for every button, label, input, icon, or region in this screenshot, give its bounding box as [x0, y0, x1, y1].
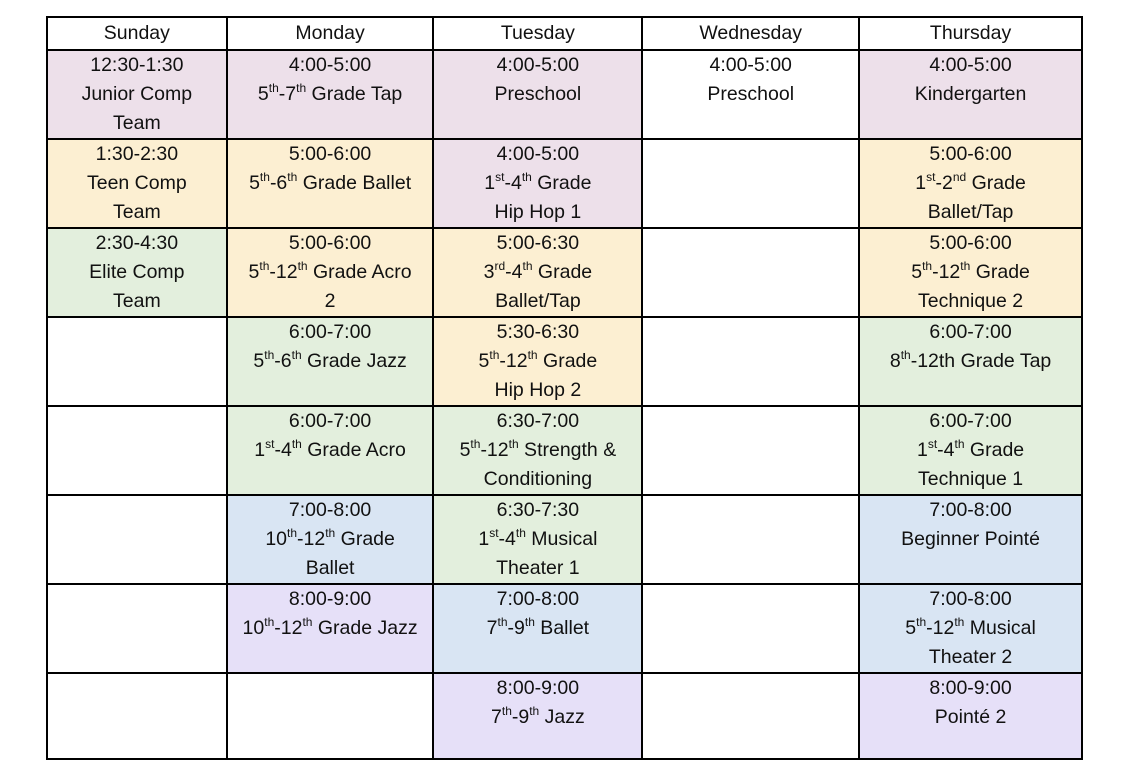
schedule-row: [47, 673, 1082, 759]
class-name-line: [434, 258, 641, 287]
text-segment: 8:00-9:00: [496, 677, 580, 699]
text-segment: -4: [937, 439, 955, 461]
day-header-tuesday: Tuesday: [433, 17, 642, 50]
ordinal-suffix: nd: [952, 169, 967, 184]
class-cell-tuesday: [433, 673, 642, 759]
ordinal-suffix: th: [296, 80, 307, 95]
class-time: [228, 140, 433, 169]
text-segment: 2:30-4:30: [95, 232, 179, 254]
ordinal-suffix: th: [527, 347, 538, 362]
class-time: [434, 674, 641, 703]
text-segment: 7:00-8:00: [929, 499, 1012, 521]
text-segment: -12: [269, 261, 298, 283]
class-name-line: [434, 169, 641, 198]
text-segment: 6:00-7:00: [929, 410, 1012, 432]
schedule-row: [47, 317, 1082, 406]
class-time: [860, 51, 1081, 80]
text-segment: Beginner Pointé: [901, 528, 1040, 550]
class-cell-monday: [227, 406, 434, 495]
class-name-line: [434, 465, 641, 494]
class-cell-tuesday: [433, 228, 642, 317]
ordinal-suffix: th: [297, 258, 308, 273]
text-segment: 6:00-7:00: [288, 321, 372, 343]
text-segment: Junior Comp: [81, 83, 193, 105]
text-segment: Team: [113, 112, 161, 134]
ordinal-suffix: th: [302, 614, 313, 629]
class-name-line: [228, 525, 433, 554]
ordinal-suffix: th: [259, 169, 270, 184]
ordinal-suffix: st: [489, 525, 499, 540]
text-segment: -12: [274, 617, 303, 639]
ordinal-suffix: th: [501, 703, 512, 718]
text-segment: 4:00-5:00: [709, 54, 792, 76]
class-name-line: [228, 258, 433, 287]
class-name-line: [434, 703, 641, 732]
class-time: [860, 318, 1081, 347]
ordinal-suffix: th: [922, 258, 933, 273]
ordinal-suffix: th: [291, 347, 302, 362]
class-time: [228, 407, 433, 436]
text-segment: 7: [491, 706, 502, 728]
class-name-line: [228, 347, 433, 376]
class-schedule-table: [46, 16, 1083, 760]
class-time: [48, 51, 226, 80]
text-segment: Conditioning: [483, 468, 593, 490]
class-name-line: [860, 643, 1081, 672]
text-segment: Team: [113, 201, 161, 223]
class-cell-wednesday: [642, 50, 859, 139]
text-segment: 4:00-5:00: [929, 54, 1012, 76]
class-cell-monday: [227, 584, 434, 673]
class-time: [48, 140, 226, 169]
ordinal-suffix: th: [287, 169, 298, 184]
class-cell-sunday: [47, 139, 227, 228]
ordinal-suffix: th: [470, 436, 481, 451]
empty-cell-sunday: [47, 495, 227, 584]
schedule-row: [47, 228, 1082, 317]
text-segment: Hip Hop 2: [494, 379, 582, 401]
ordinal-suffix: th: [508, 436, 519, 451]
ordinal-suffix: th: [524, 614, 535, 629]
text-segment: 2: [324, 290, 336, 312]
class-cell-thursday: [859, 139, 1082, 228]
text-segment: 8: [889, 350, 901, 372]
text-segment: 10: [242, 617, 265, 639]
text-segment: Grade: [964, 439, 1025, 461]
day-header-monday: Monday: [227, 17, 434, 50]
empty-cell-sunday: [47, 584, 227, 673]
class-cell-thursday: [859, 406, 1082, 495]
empty-cell-monday: [227, 673, 434, 759]
class-time: [860, 407, 1081, 436]
class-time: [643, 51, 858, 80]
ordinal-suffix: th: [497, 614, 508, 629]
class-name-line: [860, 436, 1081, 465]
text-segment: Grade: [966, 172, 1026, 194]
class-time: [434, 140, 641, 169]
text-segment: Kindergarten: [914, 83, 1027, 105]
text-segment: -12: [932, 261, 961, 283]
text-segment: 10: [265, 528, 288, 550]
class-name-line: [228, 169, 433, 198]
class-name-line: [434, 198, 641, 227]
class-name-line: [48, 109, 226, 138]
text-segment: 5: [911, 261, 923, 283]
text-segment: Grade: [970, 261, 1030, 283]
class-name-line: [860, 465, 1081, 494]
class-cell-thursday: [859, 495, 1082, 584]
text-segment: 4:00-5:00: [496, 54, 580, 76]
class-name-line: [860, 198, 1081, 227]
text-segment: Elite Comp: [89, 261, 185, 283]
text-segment: -4: [274, 439, 292, 461]
text-segment: Team: [113, 290, 161, 312]
class-cell-sunday: [47, 50, 227, 139]
class-time: [434, 585, 641, 614]
text-segment: Jazz: [539, 706, 585, 728]
empty-cell-wednesday: [642, 584, 859, 673]
class-time: [434, 407, 641, 436]
class-cell-sunday: [47, 228, 227, 317]
class-time: [228, 585, 433, 614]
ordinal-suffix: th: [960, 258, 971, 273]
class-time: [228, 51, 433, 80]
text-segment: 5: [248, 261, 260, 283]
text-segment: 1: [484, 172, 496, 194]
text-segment: Grade Acro: [301, 439, 406, 461]
text-segment: 5: [459, 439, 471, 461]
class-name-line: [860, 258, 1081, 287]
ordinal-suffix: st: [926, 169, 936, 184]
class-time: [860, 229, 1081, 258]
class-cell-monday: [227, 50, 434, 139]
class-name-line: [228, 287, 433, 316]
text-segment: Preschool: [494, 83, 582, 105]
text-segment: Musical: [525, 528, 598, 550]
class-cell-tuesday: [433, 406, 642, 495]
ordinal-suffix: th: [515, 525, 526, 540]
ordinal-suffix: st: [495, 169, 505, 184]
class-time: [48, 229, 226, 258]
class-name-line: [48, 169, 226, 198]
ordinal-suffix: st: [265, 436, 275, 451]
class-name-line: [860, 525, 1081, 554]
text-segment: Strength &: [518, 439, 617, 461]
text-segment: 6:30-7:30: [496, 499, 580, 521]
ordinal-suffix: rd: [494, 258, 506, 273]
text-segment: -4: [498, 528, 516, 550]
class-cell-monday: [227, 228, 434, 317]
text-segment: 5:00-6:00: [929, 143, 1012, 165]
class-cell-tuesday: [433, 495, 642, 584]
class-cell-monday: [227, 495, 434, 584]
text-segment: Grade Ballet: [297, 172, 412, 194]
text-segment: Grade: [537, 350, 598, 372]
ordinal-suffix: th: [916, 614, 927, 629]
class-name-line: [434, 554, 641, 583]
day-header-thursday: Thursday: [859, 17, 1082, 50]
ordinal-suffix: th: [264, 347, 275, 362]
text-segment: Grade Tap: [306, 83, 403, 105]
text-segment: 7:00-8:00: [496, 588, 580, 610]
schedule-body: [47, 50, 1082, 759]
text-segment: -12: [499, 350, 528, 372]
text-segment: -7: [278, 83, 297, 105]
ordinal-suffix: th: [287, 525, 298, 540]
text-segment: 5: [249, 172, 260, 194]
class-time: [860, 674, 1081, 703]
text-segment: Grade: [335, 528, 395, 550]
text-segment: -12: [297, 528, 326, 550]
text-segment: -6: [274, 350, 292, 372]
ordinal-suffix: st: [927, 436, 938, 451]
text-segment: -9: [511, 706, 530, 728]
empty-cell-wednesday: [642, 673, 859, 759]
class-name-line: [228, 436, 433, 465]
text-segment: Ballet: [534, 617, 590, 639]
class-cell-tuesday: [433, 139, 642, 228]
class-cell-tuesday: [433, 317, 642, 406]
class-time: [434, 229, 641, 258]
text-segment: -4: [504, 172, 522, 194]
text-segment: Preschool: [707, 83, 795, 105]
class-cell-monday: [227, 317, 434, 406]
class-time: [228, 229, 433, 258]
text-segment: Grade Jazz: [312, 617, 418, 639]
ordinal-suffix: th: [291, 436, 302, 451]
text-segment: 7: [486, 617, 498, 639]
class-cell-tuesday: [433, 584, 642, 673]
class-cell-thursday: [859, 584, 1082, 673]
text-segment: Ballet: [305, 557, 355, 579]
schedule-row: [47, 50, 1082, 139]
text-segment: 6:00-7:00: [929, 321, 1012, 343]
text-segment: -12th Grade Tap: [910, 350, 1052, 372]
day-header-sunday: Sunday: [47, 17, 227, 50]
text-segment: -9: [507, 617, 525, 639]
class-name-line: [434, 614, 641, 643]
empty-cell-wednesday: [642, 317, 859, 406]
class-name-line: [860, 614, 1081, 643]
class-time: [228, 496, 433, 525]
text-segment: Technique 2: [917, 290, 1024, 312]
text-segment: 5: [905, 617, 917, 639]
ordinal-suffix: th: [954, 436, 965, 451]
class-name-line: [48, 80, 226, 109]
text-segment: -2: [935, 172, 953, 194]
class-time: [860, 496, 1081, 525]
text-segment: 8:00-9:00: [929, 677, 1012, 699]
class-name-line: [48, 258, 226, 287]
text-segment: -6: [269, 172, 288, 194]
class-time: [434, 51, 641, 80]
class-cell-thursday: [859, 228, 1082, 317]
empty-cell-wednesday: [642, 406, 859, 495]
ordinal-suffix: th: [954, 614, 965, 629]
text-segment: 1: [916, 439, 928, 461]
schedule-row: [47, 139, 1082, 228]
class-cell-thursday: [859, 317, 1082, 406]
text-segment: 6:30-7:00: [496, 410, 580, 432]
class-name-line: [228, 554, 433, 583]
class-name-line: [228, 80, 433, 109]
text-segment: 1: [478, 528, 490, 550]
class-name-line: [434, 436, 641, 465]
day-header-wednesday: Wednesday: [642, 17, 859, 50]
text-segment: Grade: [531, 172, 592, 194]
class-time: [434, 318, 641, 347]
text-segment: 1: [254, 439, 266, 461]
schedule-row: [47, 584, 1082, 673]
class-name-line: [434, 287, 641, 316]
text-segment: 5: [253, 350, 265, 372]
text-segment: 4:00-5:00: [288, 54, 372, 76]
text-segment: Theater 1: [496, 557, 580, 579]
class-name-line: [434, 376, 641, 405]
text-segment: Grade: [532, 261, 593, 283]
empty-cell-wednesday: [642, 139, 859, 228]
empty-cell-sunday: [47, 317, 227, 406]
text-segment: 5: [478, 350, 490, 372]
text-segment: Technique 1: [917, 468, 1024, 490]
text-segment: Hip Hop 1: [494, 201, 582, 223]
class-time: [434, 496, 641, 525]
text-segment: 5:00-6:00: [288, 232, 372, 254]
ordinal-suffix: th: [259, 258, 270, 273]
text-segment: Ballet/Tap: [495, 290, 581, 312]
empty-cell-sunday: [47, 406, 227, 495]
class-cell-monday: [227, 139, 434, 228]
text-segment: 1:30-2:30: [95, 143, 179, 165]
text-segment: 3: [483, 261, 495, 283]
class-time: [860, 140, 1081, 169]
empty-cell-sunday: [47, 673, 227, 759]
class-name-line: [860, 703, 1081, 732]
text-segment: Grade Jazz: [301, 350, 407, 372]
ordinal-suffix: th: [522, 258, 533, 273]
text-segment: Pointé 2: [934, 706, 1007, 728]
text-segment: -4: [505, 261, 523, 283]
text-segment: 8:00-9:00: [288, 588, 372, 610]
ordinal-suffix: th: [264, 614, 275, 629]
class-name-line: [860, 347, 1081, 376]
class-time: [860, 585, 1081, 614]
text-segment: 12:30-1:30: [90, 54, 184, 76]
ordinal-suffix: th: [489, 347, 500, 362]
class-time: [228, 318, 433, 347]
empty-cell-wednesday: [642, 495, 859, 584]
text-segment: 5:00-6:00: [288, 143, 372, 165]
class-name-line: [48, 198, 226, 227]
text-segment: 5:00-6:00: [929, 232, 1012, 254]
text-segment: Teen Comp: [86, 172, 187, 194]
text-segment: 5:30-6:30: [496, 321, 580, 343]
class-name-line: [228, 614, 433, 643]
ordinal-suffix: th: [325, 525, 336, 540]
class-name-line: [643, 80, 858, 109]
text-segment: -12: [480, 439, 509, 461]
class-cell-thursday: [859, 50, 1082, 139]
text-segment: 7:00-8:00: [288, 499, 372, 521]
class-name-line: [860, 169, 1081, 198]
class-name-line: [434, 347, 641, 376]
ordinal-suffix: th: [268, 80, 279, 95]
day-header-row: [47, 17, 1082, 50]
schedule-row: [47, 495, 1082, 584]
text-segment: 7:00-8:00: [929, 588, 1012, 610]
text-segment: Grade Acro: [307, 261, 412, 283]
ordinal-suffix: th: [900, 347, 911, 362]
text-segment: 5:00-6:30: [496, 232, 580, 254]
ordinal-suffix: th: [529, 703, 540, 718]
class-name-line: [48, 287, 226, 316]
class-cell-tuesday: [433, 50, 642, 139]
text-segment: 4:00-5:00: [496, 143, 580, 165]
class-cell-thursday: [859, 673, 1082, 759]
text-segment: 5: [257, 83, 269, 105]
schedule-row: [47, 406, 1082, 495]
empty-cell-wednesday: [642, 228, 859, 317]
class-name-line: [434, 80, 641, 109]
text-segment: Ballet/Tap: [927, 201, 1014, 223]
class-name-line: [860, 287, 1081, 316]
ordinal-suffix: th: [521, 169, 532, 184]
text-segment: Theater 2: [928, 646, 1013, 668]
text-segment: 1: [915, 172, 927, 194]
text-segment: -12: [926, 617, 955, 639]
class-name-line: [860, 80, 1081, 109]
text-segment: 6:00-7:00: [288, 410, 372, 432]
class-name-line: [434, 525, 641, 554]
text-segment: Musical: [964, 617, 1036, 639]
